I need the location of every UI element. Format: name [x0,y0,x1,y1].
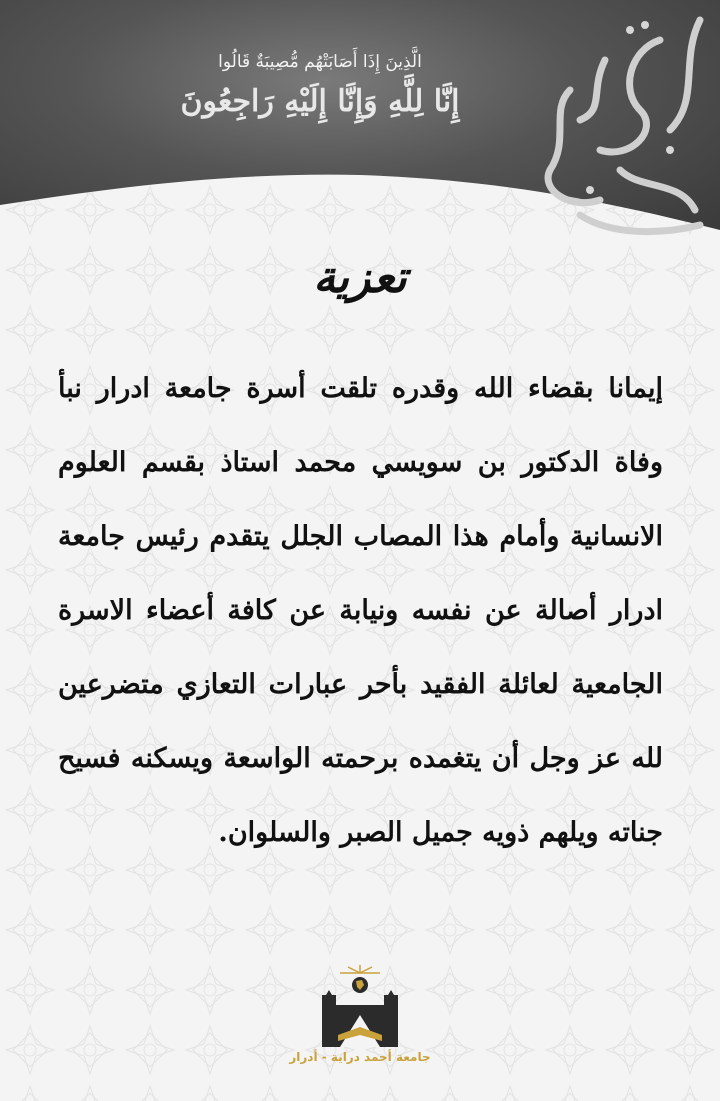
calligraphy-ornament [510,0,720,250]
page-title: تعزية [313,252,407,303]
verse-line-1: الَّذِينَ إِذَا أَصَابَتْهُم مُّصِيبَةٌ قَالُوا [218,52,422,72]
quran-verse [150,52,490,119]
logo-caption: جامعة أحمد دراية - أدرار [289,1050,431,1064]
condolence-message: إيمانا بقضاء الله وقدره تلقت أسرة جامعة ادرار نبأ وفاة الدكتور بن سويسي محمد استاذ بقسم العلوم الانسانية وأمام هذا المصاب الجلل يتقدم رئيس جامعة ادرار أصالة عن نفسه ونيابة عن كافة أعضاء الاسرة الجامعية لعائلة الفقيد بأحر عبارات التعازي متضرعين لله عز وجل أن يتغمده برحمته الواسعة ويسكنه فسيح جناته ويلهم ذويه جميل الصبر والسلوان. [58,373,663,848]
verse-line-2: إِنَّا لِلَّهِ وَإِنَّا إِلَيْهِ رَاجِعُونَ [180,84,460,119]
